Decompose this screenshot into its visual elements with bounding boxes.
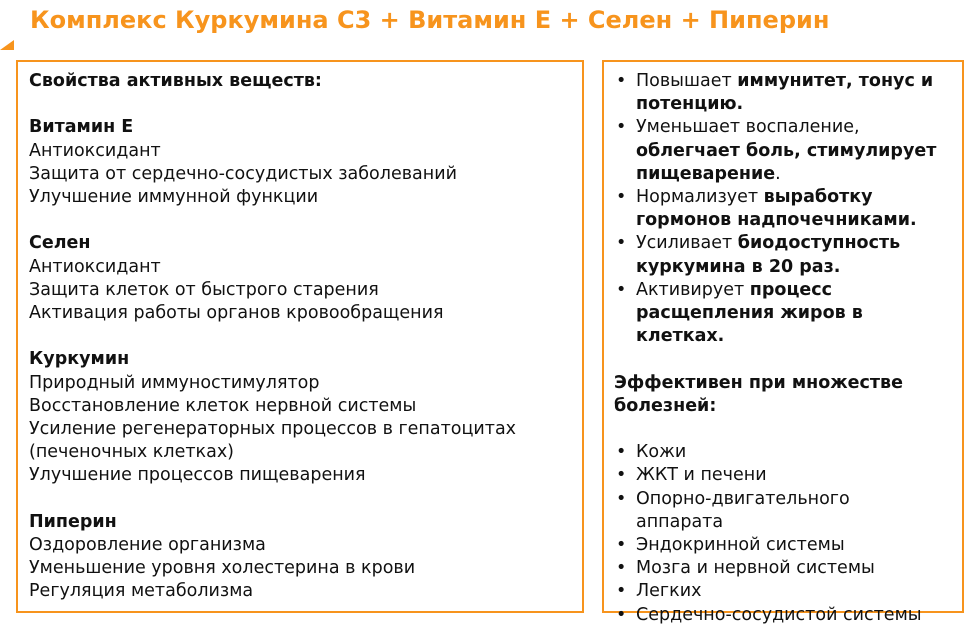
group-title: Пиперин: [29, 511, 117, 532]
list-item: • ЖКТ и печени: [614, 464, 952, 487]
benefits-list: [614, 70, 952, 348]
group-item: Защита от сердечно-сосудистых заболеваний: [29, 163, 457, 184]
group-item: Антиоксидант: [29, 140, 161, 161]
group-item: Оздоровление организма: [29, 535, 266, 555]
list-item: • Опорно-двигательного аппарата: [616, 488, 850, 532]
group-item: (печеночных клетках): [29, 442, 235, 463]
group-item: Улучшение процессов пищеварения: [29, 465, 366, 486]
bullet-icon: •: [616, 117, 627, 138]
list-item: • Повышает иммунитет, тонус и потенцию.: [616, 71, 934, 115]
bullet-icon: •: [616, 558, 627, 579]
list-item: • Мозга и нервной системы: [614, 557, 952, 580]
bullet-icon: •: [616, 535, 627, 556]
list-item: • Легких: [614, 580, 952, 603]
group-item: Усиление регенераторных процессов в гепатоцитах: [29, 419, 517, 439]
group-item: Восстановление клеток нервной системы: [29, 395, 417, 416]
bullet-icon: •: [616, 279, 627, 300]
group-item: Регуляция метаболизма: [29, 581, 254, 602]
group-item: Активация работы органов кровообращения: [29, 303, 444, 323]
list-item: • Активирует процесс расщепления жиров в клетках.: [616, 279, 863, 347]
group-vitamin-e: [29, 116, 571, 209]
bullet-icon: •: [616, 233, 627, 254]
group-item: Улучшение иммунной функции: [29, 187, 319, 207]
group-title: Селен: [29, 233, 91, 254]
list-item: • Кожи: [614, 441, 952, 464]
benefits-panel: [602, 60, 964, 625]
group-item: Уменьшение уровня холестерина в крови: [29, 558, 416, 579]
title-accent-mark: [0, 40, 14, 50]
bullet-icon: •: [616, 465, 627, 486]
group-title: Куркумин: [29, 349, 130, 370]
list-item: • Нормализует выработку гормонов надпочечниками.: [616, 187, 917, 231]
bullet-icon: •: [616, 187, 627, 208]
group-item: Антиоксидант: [29, 256, 161, 277]
list-item: • Эндокринной системы: [614, 534, 952, 557]
list-item: • Усиливает биодоступность куркумина в 20 раз.: [616, 233, 901, 277]
properties-heading: Свойства активных веществ:: [29, 71, 322, 91]
group-title: Витамин Е: [29, 117, 134, 138]
bullet-icon: •: [616, 442, 627, 463]
list-item: • Сердечно-сосудистой системы: [614, 604, 952, 627]
bullet-icon: •: [616, 581, 627, 602]
bullet-icon: •: [616, 488, 627, 509]
group-piperine: [29, 511, 571, 604]
page-title: Комплекс Куркумина С3 + Витамин Е + Селен + Пиперин: [30, 6, 830, 34]
bullet-icon: •: [616, 71, 627, 91]
bullet-icon: •: [616, 604, 627, 625]
group-item: Природный иммуностимулятор: [29, 372, 320, 393]
diseases-title: Эффективен при множестве болезней:: [614, 372, 903, 416]
group-selen: [29, 232, 571, 325]
list-item: • Уменьшает воспаление, облегчает боль, стимулирует пищеварение.: [616, 117, 937, 184]
group-curcumin: [29, 348, 571, 487]
group-item: Защита клеток от быстрого старения: [29, 279, 379, 300]
diseases-list: [614, 441, 952, 627]
properties-panel: [16, 60, 584, 613]
